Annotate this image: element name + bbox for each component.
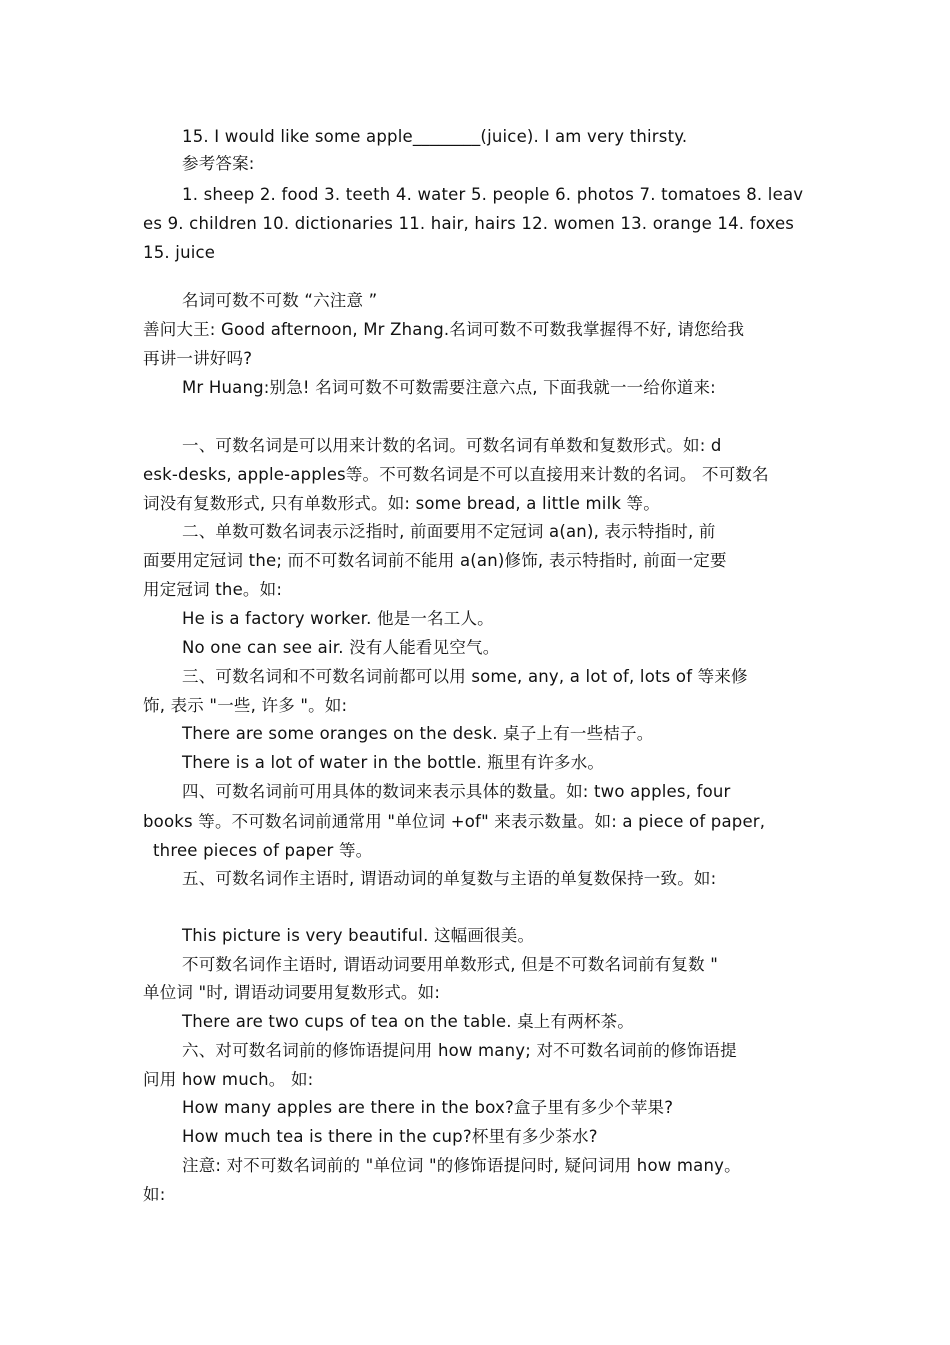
- text-line: three pieces of paper 等。: [153, 841, 373, 860]
- text-line: 善问大王: Good afternoon, Mr Zhang.名词可数不可数我掌握得不好, 请您给我: [143, 320, 745, 339]
- text-line: 饰, 表示 "一些, 许多 "。如:: [143, 696, 348, 715]
- text-line: 用定冠词 the。如:: [143, 580, 283, 599]
- text-line: 再讲一讲好吗?: [143, 349, 253, 368]
- example-line: There are some oranges on the desk. 桌子上有一些桔子。: [182, 724, 654, 743]
- text-line: 词没有复数形式, 只有单数形式。如: some bread, a little milk 等。: [143, 494, 660, 513]
- text-line: Mr Huang:别急! 名词可数不可数需要注意六点, 下面我就一一给你道来:: [182, 378, 716, 397]
- text-line: 面要用定冠词 the; 而不可数名词前不能用 a(an)修饰, 表示特指时, 前面一定要: [143, 551, 727, 570]
- text-line: 一、可数名词是可以用来计数的名词。可数名词有单数和复数形式。如: d: [182, 436, 722, 455]
- text-line: 1. sheep 2. food 3. teeth 4. water 5. people 6. photos 7. tomatoes 8. leav: [182, 185, 804, 204]
- example-line: He is a factory worker. 他是一名工人。: [182, 609, 494, 628]
- text-line: 不可数名词作主语时, 谓语动词要用单数形式, 但是不可数名词前有复数 ": [182, 955, 719, 974]
- text-line: es 9. children 10. dictionaries 11. hair, hairs 12. women 13. orange 14. foxes: [143, 214, 795, 233]
- text-line: 15. juice: [143, 243, 216, 262]
- section-title: 名词可数不可数 “六注意 ”: [182, 291, 378, 310]
- text-line: 五、可数名词作主语时, 谓语动词的单复数与主语的单复数保持一致。如:: [182, 869, 717, 888]
- text-line: esk-desks, apple-apples等。不可数名词是不可以直接用来计数的名词。 不可数名: [143, 465, 769, 484]
- text-line: 六、对可数名词前的修饰语提问用 how many; 对不可数名词前的修饰语提: [182, 1041, 737, 1060]
- text-line: 参考答案:: [182, 154, 255, 173]
- example-line: No one can see air. 没有人能看见空气。: [182, 638, 500, 657]
- text-line: 二、单数可数名词表示泛指时, 前面要用不定冠词 a(an), 表示特指时, 前: [182, 522, 716, 541]
- text-line: 注意: 对不可数名词前的 "单位词 "的修饰语提问时, 疑问词用 how many。: [182, 1156, 741, 1175]
- text-line: books 等。不可数名词前通常用 "单位词 +of" 来表示数量。如: a piece of paper,: [143, 812, 766, 831]
- example-line: There are two cups of tea on the table. 桌上有两杯茶。: [182, 1012, 635, 1031]
- text-line: 单位词 "时, 谓语动词要用复数形式。如:: [143, 983, 441, 1002]
- example-line: This picture is very beautiful. 这幅画很美。: [182, 926, 535, 945]
- example-line: How many apples are there in the box?盒子里有多少个苹果?: [182, 1098, 674, 1117]
- example-line: How much tea is there in the cup?杯里有多少茶水?: [182, 1127, 598, 1146]
- text-line: 三、可数名词和不可数名词前都可以用 some, any, a lot of, lots of 等来修: [182, 667, 748, 686]
- text-line: 15. I would like some apple________(juice). I am very thirsty.: [182, 127, 688, 146]
- text-line: 问用 how much。 如:: [143, 1070, 314, 1089]
- example-line: There is a lot of water in the bottle. 瓶里有许多水。: [182, 753, 605, 772]
- text-line: 如:: [143, 1185, 166, 1204]
- text-line: 四、可数名词前可用具体的数词来表示具体的数量。如: two apples, four: [182, 782, 731, 801]
